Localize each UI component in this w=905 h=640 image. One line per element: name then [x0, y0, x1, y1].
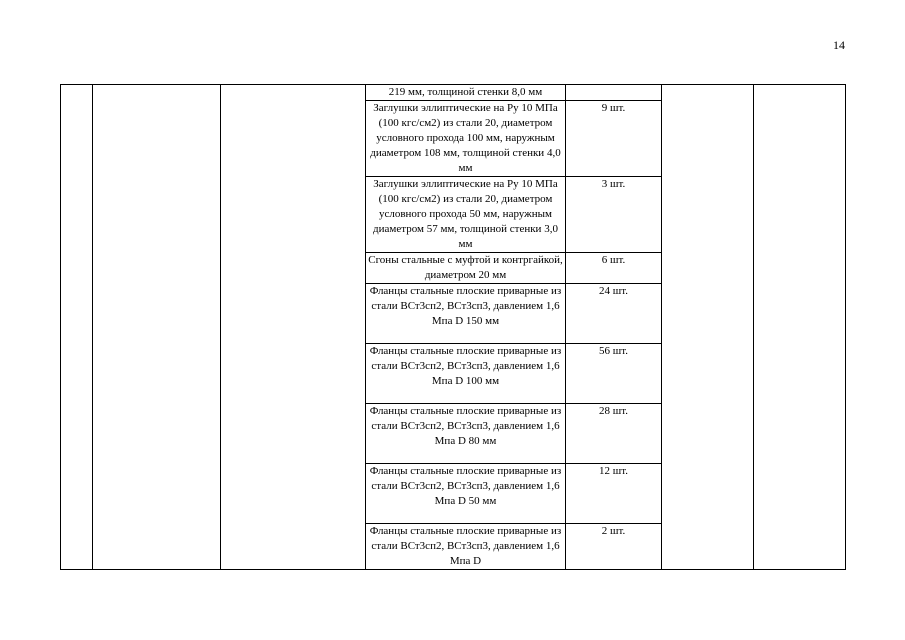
table-row	[61, 85, 846, 101]
item-quantity: 9 шт.	[566, 101, 662, 177]
number-column-cell	[61, 85, 93, 570]
item-description: Заглушки эллиптические на Ру 10 МПа (100 кгс/см2) из стали 20, диаметром условного прохода 50 мм, наружным диаметром 57 мм, толщиной стенки 3,0 мм	[366, 177, 566, 253]
item-description: Фланцы стальные плоские приварные из стали ВСт3сп2, ВСт3сп3, давлением 1,6 Мпа D 80 мм	[366, 404, 566, 464]
item-description: Сгоны стальные с муфтой и контргайкой, диаметром 20 мм	[366, 253, 566, 284]
notes-column-cell	[754, 85, 846, 570]
name-column-cell	[93, 85, 221, 570]
item-description: 219 мм, толщиной стенки 8,0 мм	[366, 85, 566, 101]
item-quantity: 12 шт.	[566, 464, 662, 524]
item-description: Фланцы стальные плоские приварные из стали ВСт3сп2, ВСт3сп3, давлением 1,6 Мпа D	[366, 524, 566, 570]
item-quantity: 2 шт.	[566, 524, 662, 570]
item-quantity: 56 шт.	[566, 344, 662, 404]
spec-column-cell	[221, 85, 366, 570]
extra-column-cell	[662, 85, 754, 570]
item-quantity: 28 шт.	[566, 404, 662, 464]
item-description: Заглушки эллиптические на Ру 10 МПа (100 кгс/см2) из стали 20, диаметром условного прохода 100 мм, наружным диаметром 108 мм, толщиной стенки 4,0 мм	[366, 101, 566, 177]
item-description: Фланцы стальные плоские приварные из стали ВСт3сп2, ВСт3сп3, давлением 1,6 Мпа D 150 мм	[366, 284, 566, 344]
item-description: Фланцы стальные плоские приварные из стали ВСт3сп2, ВСт3сп3, давлением 1,6 Мпа D 100 мм	[366, 344, 566, 404]
page-number: 14	[833, 38, 845, 52]
specification-table	[60, 84, 846, 570]
item-quantity: 3 шт.	[566, 177, 662, 253]
item-quantity: 24 шт.	[566, 284, 662, 344]
item-description: Фланцы стальные плоские приварные из стали ВСт3сп2, ВСт3сп3, давлением 1,6 Мпа D 50 мм	[366, 464, 566, 524]
item-quantity	[566, 85, 662, 101]
item-quantity: 6 шт.	[566, 253, 662, 284]
